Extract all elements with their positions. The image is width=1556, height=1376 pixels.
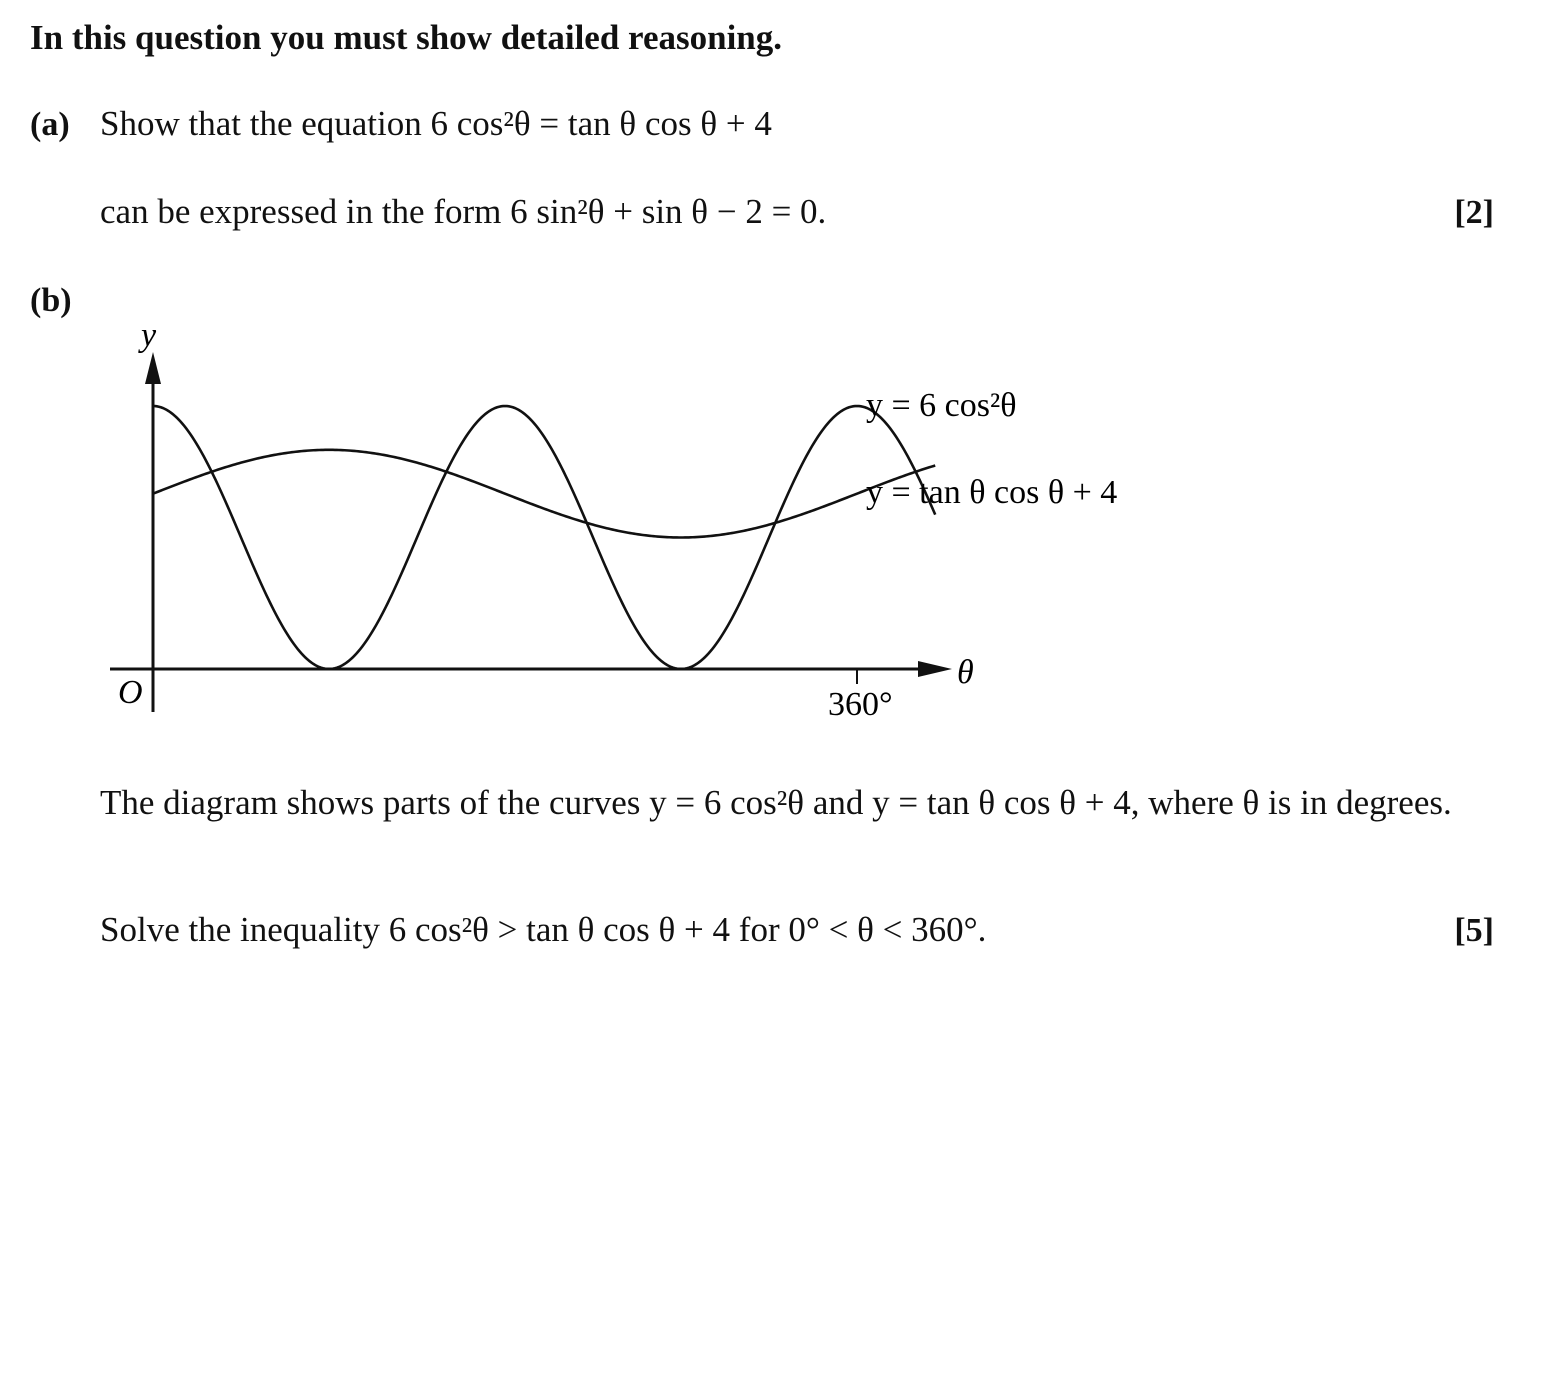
part-b-task-range: 0° < θ < 360°. xyxy=(788,910,987,949)
part-a-line2 xyxy=(100,192,826,232)
part-b-task-mid: for xyxy=(730,910,789,949)
origin-label: O xyxy=(118,674,143,711)
curve-6cos2theta xyxy=(153,406,935,669)
part-a-line1 xyxy=(100,104,772,144)
part-b-description xyxy=(100,781,1496,825)
part-b-description-eq2: y = tan θ cos θ + 4 xyxy=(872,783,1131,822)
part-b-description-start: The diagram shows parts of the curves xyxy=(100,783,650,822)
curve2-label: y = tan θ cos θ + 4 xyxy=(866,474,1118,511)
x-axis-label: θ xyxy=(957,654,974,691)
curve1-label: y = 6 cos²θ xyxy=(866,387,1017,424)
x-axis-arrow-icon xyxy=(918,661,952,677)
part-b-label: (b) xyxy=(30,282,72,319)
part-b-description-and: and xyxy=(804,783,873,822)
part-a-label: (a) xyxy=(30,106,70,143)
part-b-task xyxy=(100,910,986,950)
x-tick-label-360: 360° xyxy=(828,686,893,723)
part-a-equation-2: 6 sin²θ + sin θ − 2 = 0. xyxy=(510,192,827,231)
part-a-equation-1: 6 cos²θ = tan θ cos θ + 4 xyxy=(430,104,772,143)
part-b-task-equation: 6 cos²θ > tan θ cos θ + 4 xyxy=(388,910,731,949)
part-a-line2-prefix: can be expressed in the form xyxy=(100,192,511,231)
y-axis-label: y xyxy=(141,317,157,354)
part-b-description-eq1: y = 6 cos²θ xyxy=(649,783,805,822)
part-b-marks: [5] xyxy=(1454,912,1494,949)
part-b-task-prefix: Solve the inequality xyxy=(100,910,389,949)
part-b-description-end: , where θ is in degrees. xyxy=(1130,783,1452,822)
instruction-text: In this question you must show detailed reasoning. xyxy=(30,18,783,57)
curve-tan-cos-plus-4 xyxy=(153,450,935,538)
part-a-line1-prefix: Show that the equation xyxy=(100,104,431,143)
trig-curves-diagram xyxy=(0,300,1200,740)
part-a-marks: [2] xyxy=(1454,194,1494,231)
y-axis-arrow-icon xyxy=(145,352,161,384)
